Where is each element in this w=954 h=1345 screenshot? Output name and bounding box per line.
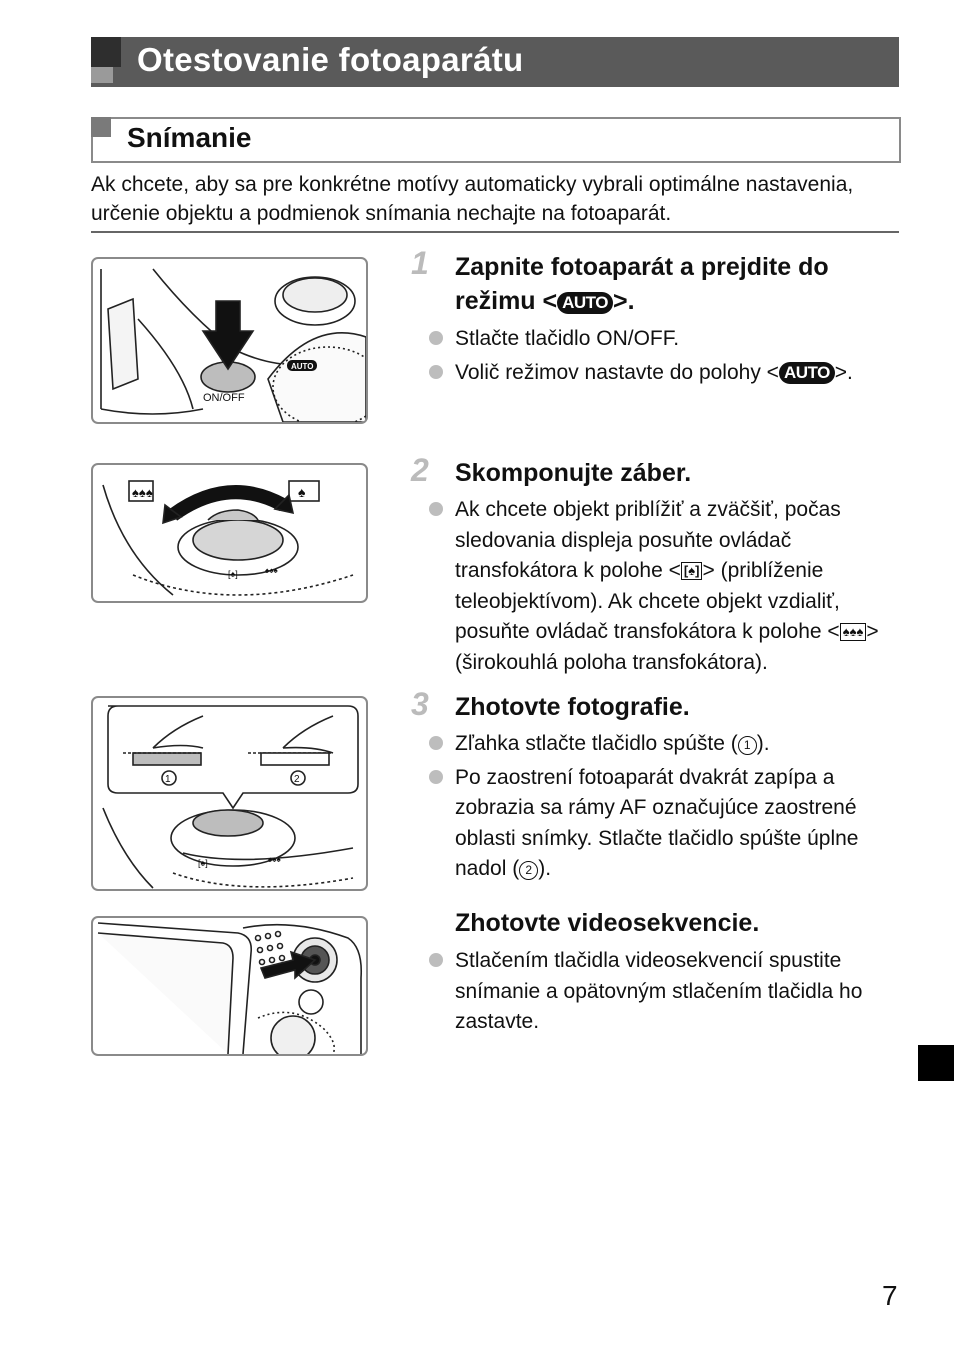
section-title: Snímanie	[127, 122, 252, 153]
step-2-heading: Skomponujte záber.	[455, 459, 692, 487]
illustration-zoom-lever	[91, 463, 368, 603]
bullet-icon	[429, 770, 443, 784]
step-1-number: 1	[411, 245, 429, 281]
svg-text:[♠]: [♠]	[198, 858, 208, 868]
svg-text:♠♠♠: ♠♠♠	[268, 855, 281, 864]
step-video-heading: Zhotovte videosekvencie.	[455, 909, 760, 937]
chapter-thumb-tab	[918, 1045, 954, 1081]
section-intro: Ak chcete, aby sa pre konkrétne motívy automaticky vybrali optimálne nastavenia, určenie objektu a podmienok snímania nechajte na fotoaparát.	[91, 173, 854, 225]
bullet-icon	[429, 953, 443, 967]
illustration-shutter-button	[91, 696, 368, 891]
step-3-bullets	[428, 729, 906, 888]
list-item: Zľahka stlačte tlačidlo spúšte ( 1 ).	[428, 729, 906, 760]
svg-text:[♠]: [♠]	[228, 569, 238, 579]
bullet-icon	[429, 736, 443, 750]
zoom-wide-icon: ♠♠♠	[840, 623, 867, 641]
list-item: Stlačte tlačidlo ON/OFF.	[428, 324, 906, 355]
step-3-heading: Zhotovte fotografie.	[455, 693, 690, 721]
list-item: Stlačením tlačidla videosekvencií spustite snímanie a opätovným stlačením tlačidla ho zastavte.	[428, 946, 906, 1038]
illustration-power-button	[91, 257, 368, 424]
list-item: Ak chcete objekt priblížiť a zväčšiť, počas sledovania displeja posuňte ovládač transfokátora k polohe < [♠] > (priblíženie teleobjektívom). Ak chcete objekt vzdialiť, posuňte ovládač transfokátora k polohe < ♠♠♠ > (širokouhlá poloha transfokátora).	[428, 495, 906, 678]
bullet-icon	[429, 331, 443, 345]
bullet-icon	[429, 365, 443, 379]
step-3-number: 3	[411, 686, 429, 722]
svg-text:♠♠♠: ♠♠♠	[132, 485, 153, 500]
svg-text:♠♠♠: ♠♠♠	[265, 566, 278, 575]
circled-2-icon: 2	[519, 861, 538, 880]
page-number: 7	[882, 1280, 898, 1311]
bullet-icon	[429, 502, 443, 516]
chapter-title: Otestovanie fotoaparátu	[137, 41, 524, 78]
step-video-bullets	[428, 946, 906, 1041]
auto-mode-icon: AUTO	[779, 362, 835, 384]
on-off-label: ON/OFF	[203, 392, 245, 404]
svg-text:♠: ♠	[298, 484, 306, 500]
step-2-bullets	[428, 495, 906, 681]
list-item: Volič režimov nastavte do polohy < AUTO >.	[428, 358, 906, 389]
step-1-heading: Zapnite fotoaparát a prejdite do režimu < AUTO >.	[455, 253, 829, 315]
step-2-number: 2	[411, 452, 429, 488]
illustration-movie-button	[91, 916, 368, 1056]
auto-mode-icon: AUTO	[557, 292, 613, 314]
illustration-mark-2: 2	[294, 774, 300, 785]
zoom-tele-icon: [♠]	[681, 562, 703, 580]
list-item: Po zaostrení fotoaparát dvakrát zapípa a zobrazia sa rámy AF označujúce zaostrené oblasti snímky. Stlačte tlačidlo spúšte úplne nadol ( 2 ).	[428, 763, 906, 885]
section-header-decoration	[91, 117, 111, 137]
step-1-bullets	[428, 324, 906, 391]
dial-auto-label: AUTO	[291, 362, 314, 371]
chapter-header-decoration-dark	[91, 37, 121, 67]
illustration-mark-1: 1	[165, 774, 171, 785]
section-divider	[91, 231, 899, 233]
circled-1-icon: 1	[738, 736, 757, 755]
